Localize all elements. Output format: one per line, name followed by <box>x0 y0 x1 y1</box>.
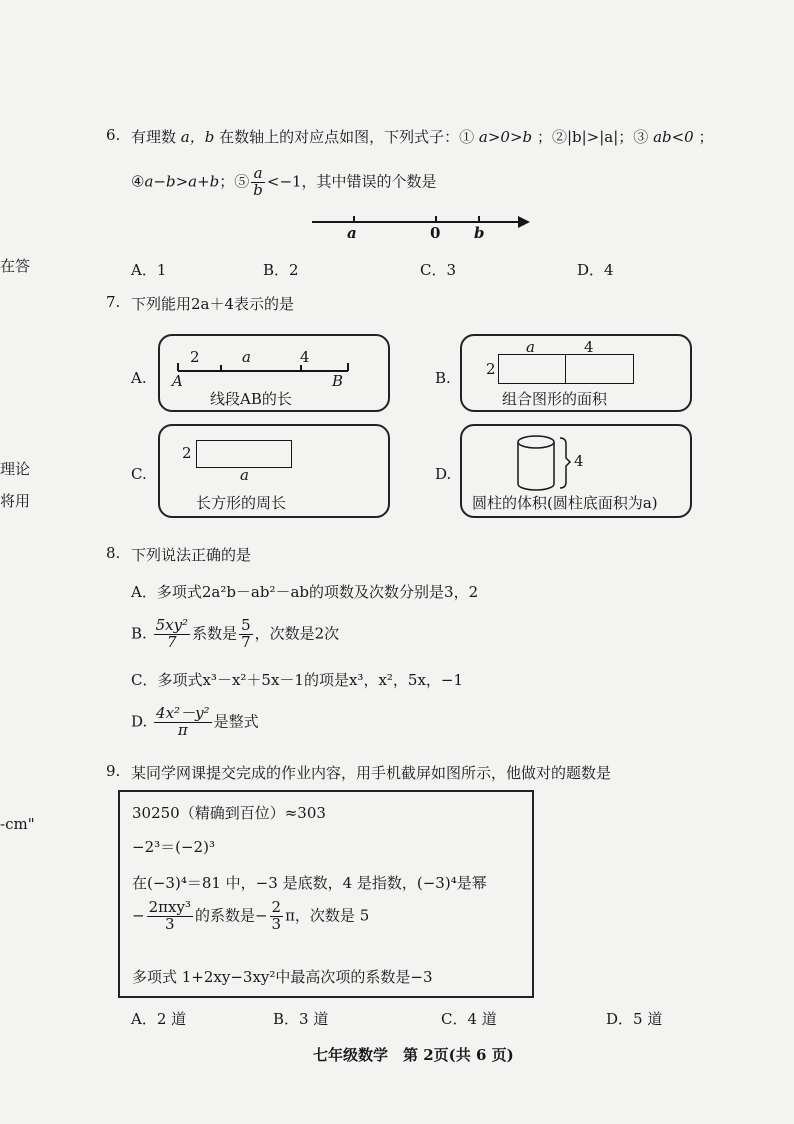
option-c-letter: C. <box>131 465 147 483</box>
fraction <box>270 900 284 933</box>
option-a: A．2 道 <box>131 1010 187 1028</box>
option-b: B．2 <box>263 261 299 279</box>
side-label-2: 2 <box>182 444 192 462</box>
composite-rectangle <box>498 354 634 384</box>
option-caption: 圆柱的体积(圆柱底面积为a) <box>472 494 658 512</box>
option-caption: 长方形的周长 <box>196 494 287 512</box>
axis-label-a: a <box>347 224 357 242</box>
option-c: C．3 <box>420 261 457 279</box>
side-label-2: 2 <box>486 360 496 378</box>
question-stem-line1 <box>131 126 714 147</box>
stem-text: <−1，其中错误的个数是 <box>266 172 437 191</box>
homework-line: 30250（精确到百位）≈303 <box>132 804 326 822</box>
stem-text: ；⑤ <box>219 172 250 191</box>
height-label-4: 4 <box>574 452 584 470</box>
fraction-numerator: 2 <box>271 898 282 916</box>
fraction-numerator: a <box>251 166 265 183</box>
point-label-a: A <box>172 372 183 390</box>
option-letter: D. <box>131 712 148 731</box>
option-b-box <box>460 334 692 412</box>
fraction-numerator: 4x²－y² <box>156 704 210 722</box>
homework-line: 多项式 1+2xy−3xy²中最高次项的系数是−3 <box>132 968 433 986</box>
question-stem: 下列能用2a＋4表示的是 <box>131 295 295 313</box>
homework-screenshot-box <box>118 790 534 998</box>
option-c: C．多项式x³－x²＋5x－1的项是x³，x²，5x，−1 <box>131 671 464 689</box>
option-d <box>131 706 259 739</box>
stem-text: ④ <box>131 172 145 191</box>
top-label-4: 4 <box>584 338 594 356</box>
point-label-b: B <box>332 372 344 390</box>
homework-line <box>132 900 369 933</box>
stem-text: ； <box>698 128 714 146</box>
fraction-numerator: 5xy² <box>155 616 189 634</box>
line-text: − <box>132 906 145 925</box>
stem-expression: a>0>b <box>478 128 533 146</box>
top-label-a: a <box>526 338 535 356</box>
page-footer: 七年级数学 第 2页(共 6 页) <box>313 1046 514 1064</box>
stem-variable: a，b <box>180 128 215 146</box>
margin-fragment: 将用 <box>0 492 31 510</box>
question-number: 8. <box>106 544 121 562</box>
stem-expression: a−b>a+b <box>144 172 220 191</box>
stem-text: 有理数 <box>131 128 177 146</box>
option-c-box <box>158 424 390 518</box>
segment-label-2: 2 <box>190 348 200 366</box>
stem-text: ；②|b|>|a|；③ <box>536 128 649 146</box>
question-number: 6. <box>106 126 121 144</box>
fraction <box>147 900 193 933</box>
segment-label-4: 4 <box>300 348 310 366</box>
margin-fragment: 理论 <box>0 460 31 478</box>
option-a-letter: A. <box>131 369 147 387</box>
margin-fragment: 在答 <box>0 257 31 275</box>
option-b <box>131 618 339 651</box>
homework-line: 在(−3)⁴＝81 中，−3 是底数，4 是指数，(−3)⁴是幂 <box>132 874 487 892</box>
fraction <box>154 706 212 739</box>
option-caption: 线段AB的长 <box>210 390 292 408</box>
stem-text: 在数轴上的对应点如图，下列式子：① <box>219 128 475 146</box>
option-text: ，次数是2次 <box>254 624 340 643</box>
fraction-denominator: 3 <box>164 914 175 933</box>
fraction-denominator: 7 <box>241 632 251 651</box>
fraction-denominator: π <box>177 720 188 739</box>
question-number: 7. <box>106 293 121 311</box>
fraction-denominator: 3 <box>271 914 282 933</box>
stem-expression: ab<0 <box>653 128 694 146</box>
option-caption: 组合图形的面积 <box>502 390 608 408</box>
option-c: C．4 道 <box>441 1010 497 1028</box>
line-text: π，次数是 5 <box>285 906 370 925</box>
question-number: 9. <box>106 762 121 780</box>
divider-line <box>565 355 566 383</box>
question-stem-line2 <box>131 166 437 199</box>
question-stem: 下列说法正确的是 <box>131 546 252 564</box>
fraction-denominator: 7 <box>167 632 177 651</box>
option-text: 是整式 <box>213 712 259 731</box>
homework-line: −2³＝(−2)³ <box>132 838 215 856</box>
margin-fragment: -cm" <box>0 815 35 833</box>
fraction-denominator: b <box>253 180 263 199</box>
option-b-letter: B. <box>435 369 451 387</box>
number-line <box>300 210 540 250</box>
option-d-box <box>460 424 692 518</box>
segment-label-a: a <box>242 348 251 366</box>
fraction <box>154 618 191 651</box>
axis-label-zero: 0 <box>430 224 441 242</box>
question-stem: 某同学网课提交完成的作业内容，用手机截屏如图所示，他做对的题数是 <box>131 764 612 782</box>
option-d: D．5 道 <box>606 1010 663 1028</box>
fraction <box>239 618 253 651</box>
option-a: A．1 <box>131 261 167 279</box>
line-text: 的系数是− <box>194 906 268 925</box>
option-text: 系数是 <box>192 624 238 643</box>
fraction-numerator: 5 <box>241 616 251 634</box>
cylinder-figure <box>502 430 602 496</box>
option-a-box <box>158 334 390 412</box>
option-a: A．多项式2a²b－ab²－ab的项数及次数分别是3，2 <box>131 583 479 601</box>
axis-label-b: b <box>474 224 485 242</box>
option-d-letter: D. <box>435 465 452 483</box>
option-letter: B. <box>131 624 147 643</box>
rectangle-figure <box>196 440 292 468</box>
bottom-label-a: a <box>240 466 249 484</box>
option-b: B．3 道 <box>273 1010 329 1028</box>
fraction-numerator: 2πxy³ <box>148 898 191 916</box>
fraction <box>251 166 265 199</box>
option-d: D．4 <box>577 261 614 279</box>
